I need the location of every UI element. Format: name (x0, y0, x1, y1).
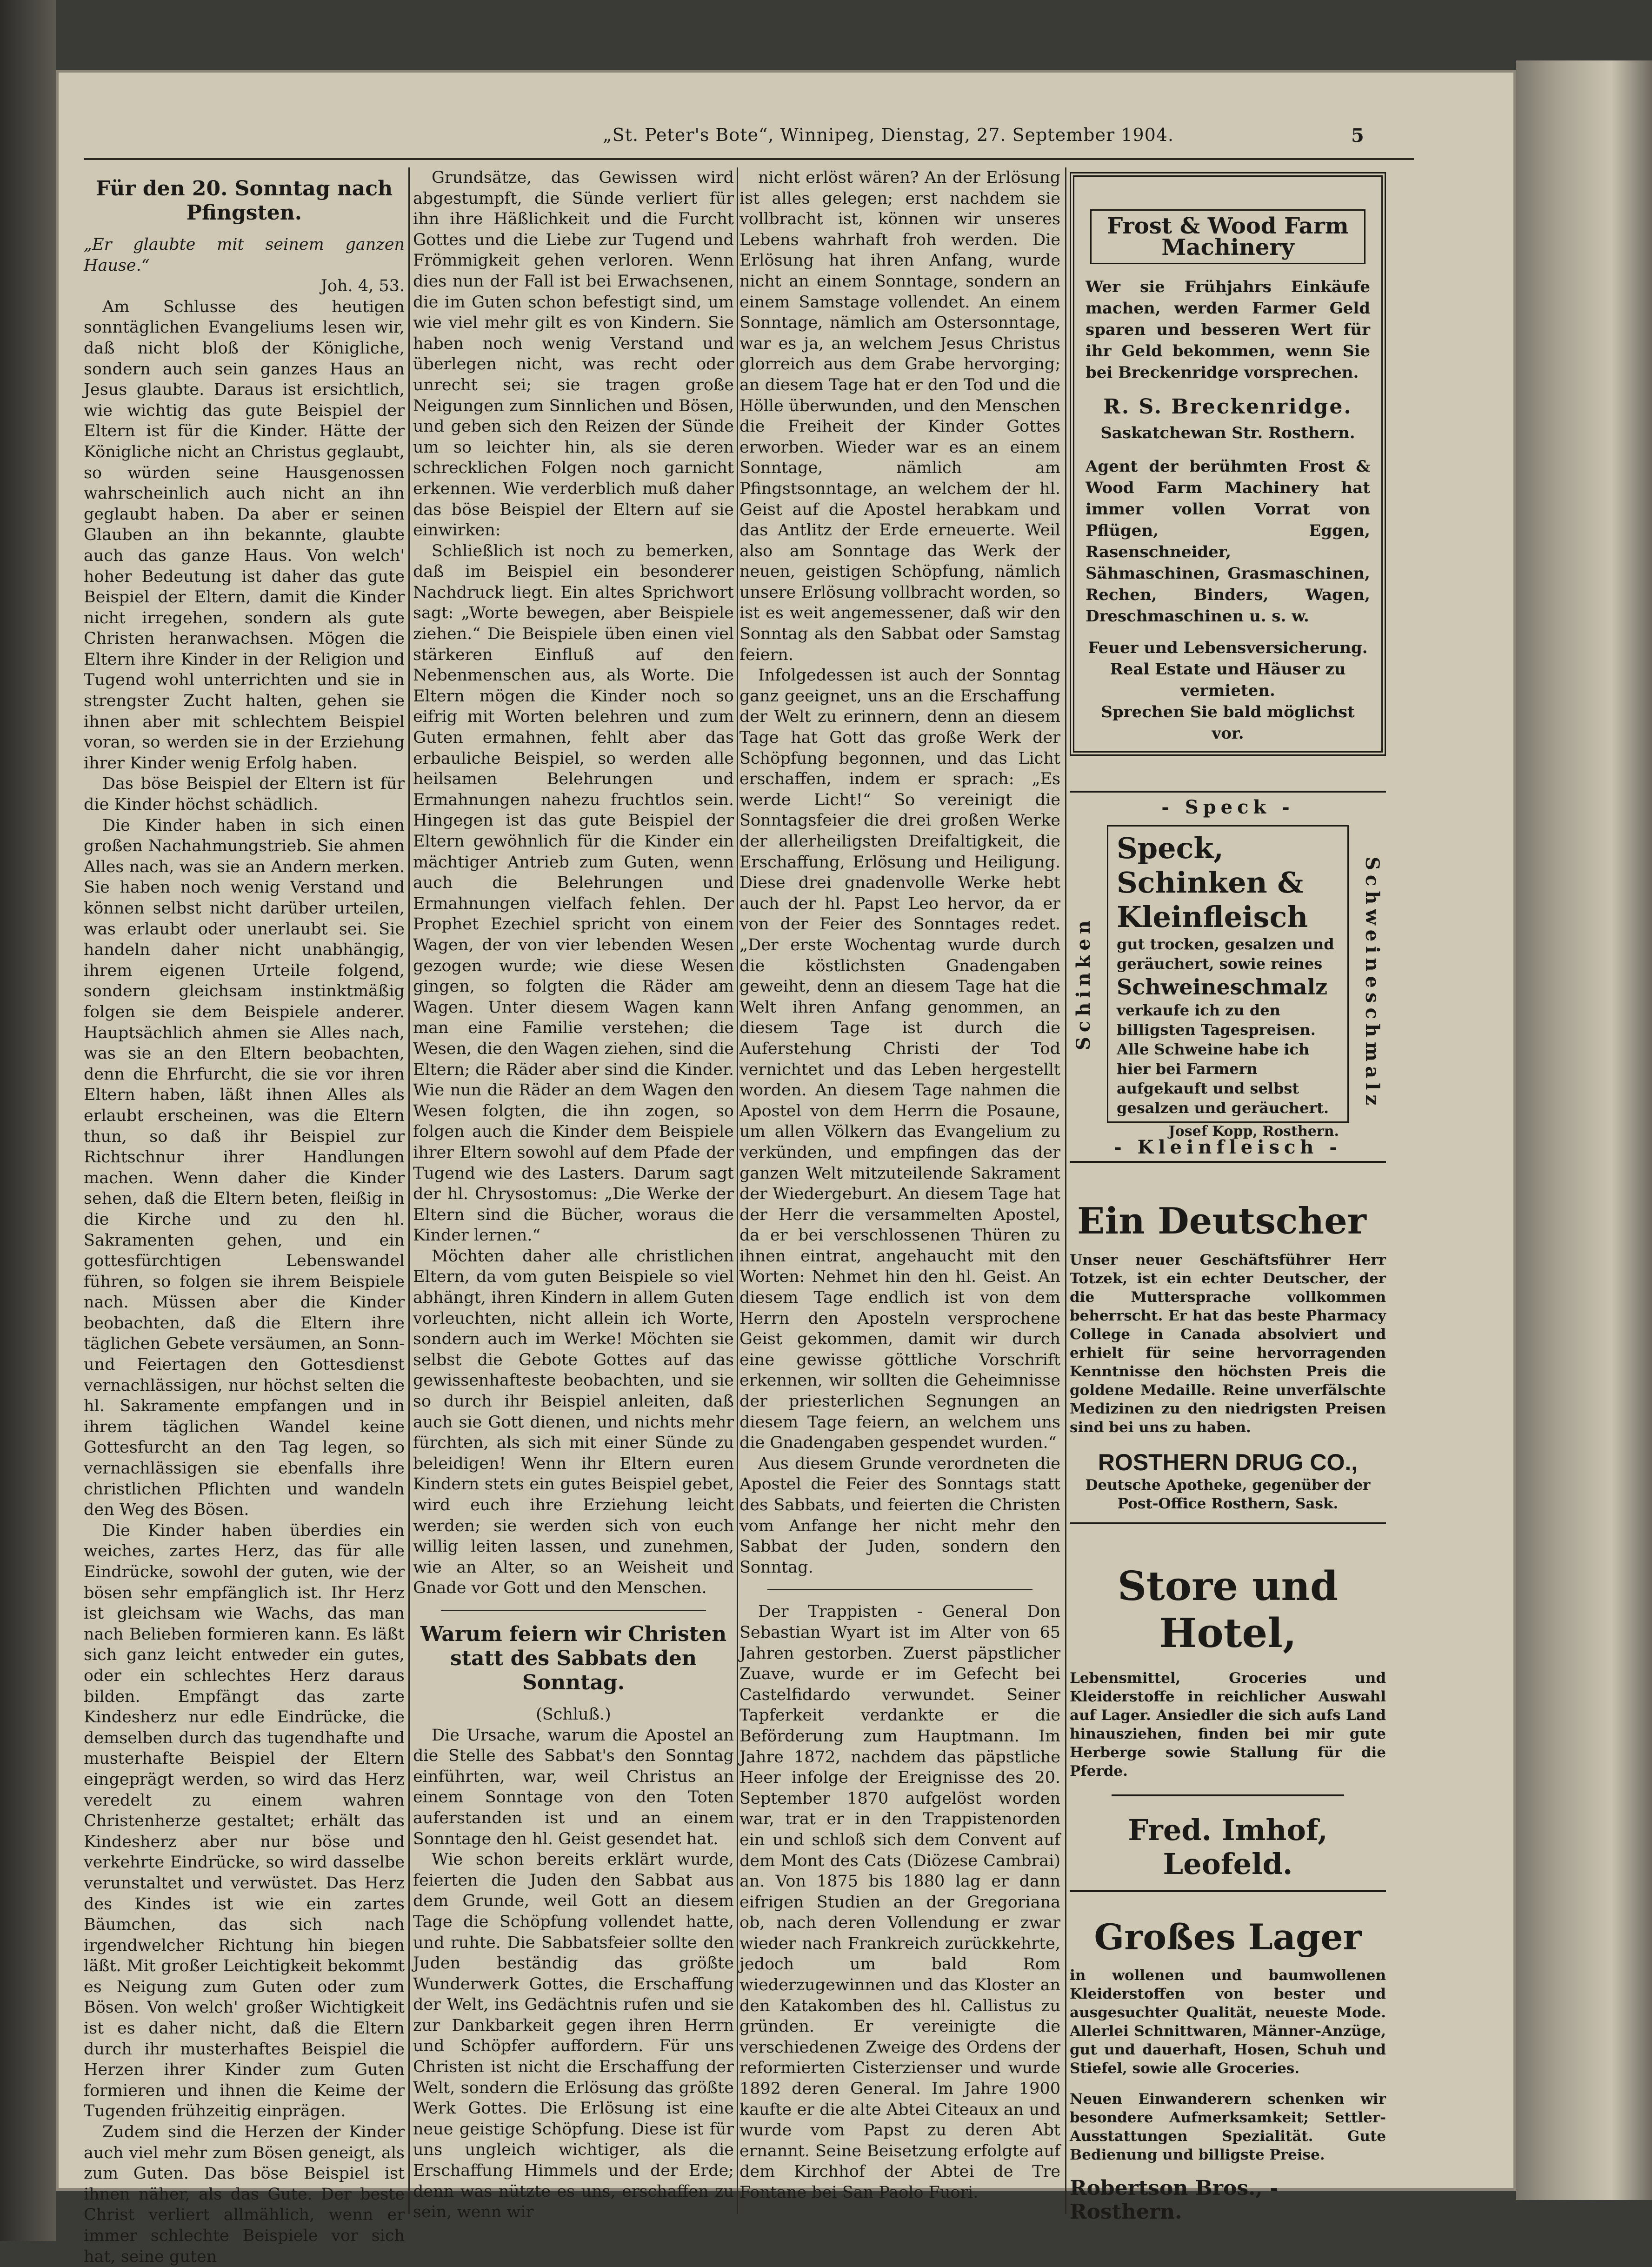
paragraph: Möchten daher alle christlichen Eltern, da vom guten Beispiele so viel abhängt, ihren Kindern in allem Guten vorleuchten, nicht allein ich Worte, sondern auch im Werke! Möchten sie selbst die Gebote Gottes auf das gewissenhafteste beobachten, und sie so durch ihr Beispiel anleiten, daß auch sie Gott dienen, und nichts mehr fürchten, als sich mit einer Sünde zu beleidigen! Wenn ihr Eltern euren Kindern stets ein gutes Beispiel gebet, wird euch ihre Erziehung leicht werden; sie werden sich von euch willig leiten lassen, und zunehmen, wie an Alter, so an Weisheit und Gnade vor Gott und den Menschen. (413, 1247, 734, 1598)
ad-text: verkaufe ich zu den billigsten Tagespreisen. Alle Schweine habe ich hier bei Farmern aufgekauft und selbst gesalzen und geräuchert. (1117, 1001, 1329, 1117)
running-header: „St. Peter's Bote“, Winnipeg, Dienstag, 27. September 1904. (602, 125, 1174, 145)
ad-text: Neuen Einwanderern schenken wir besondere Aufmerksamkeit; Settler-Ausstattungen Spezialität. Gute Bedienung und billigste Preise. (1070, 2091, 1386, 2163)
ad-text: Unser neuer Geschäftsführer Herr Totzek, ist ein echter Deutscher, der die Muttersprache vollkommen beherrscht. Er hat das beste Pharmacy College in Canada absolviert und erhielt für seine hervorragenden Kenntnisse den höchsten Preis die goldene Medaille. Reine unverfälschte Medizinen zu den niedrigsten Preisen sind bei uns zu haben. (1070, 1252, 1386, 1436)
ad-title: Store und Hotel, (1117, 1563, 1339, 1657)
column-1 (84, 167, 405, 2266)
ad-text: Real Estate und Häuser zu vermieten. (1110, 660, 1346, 700)
column-2 (413, 167, 734, 2223)
ad-text: Agent der berühmten Frost & Wood Farm Machinery hat immer vollen Vorrat von Pflügen, Eggen, Rasenschneider, Sähmaschinen, Grasmaschinen, Rechen, Binders, Wagen, Dreschmaschinen u. s. w. (1086, 457, 1370, 626)
ad-title: Frost & Wood Farm Machinery (1090, 209, 1366, 264)
paragraph: Am Schlusse des heutigen sonntäglichen Evangeliums lesen wir, daß nicht bloß der Königliche, sondern auch sein ganzes Haus an Jesus glaubte. Daraus ist ersichtlich, wie wichtig das gute Beispiel der Eltern ist für die Kinder. Hätte der Königliche nicht an Christus geglaubt, so würden seine Hausgenossen wahrscheinlich auch nicht an ihn geglaubt haben. Da aber er seinen Glauben an ihn bekannte, glaubte auch das ganze Haus. Von welch' hoher Bedeutung ist daher das gute Beispiel der Eltern, damit die Kinder nicht irregehen, sondern als gute Christen heranwachsen. Mögen die Eltern ihre Kinder in der Religion und Tugend wohl unterrichten und sie in strengster Zucht halten, gehen sie ihnen aber mit schlechtem Beispiel voran, so werden sie in der Erziehung ihrer Kinder wenig Erfolg haben. (84, 297, 405, 773)
paragraph: Zudem sind die Herzen der Kinder auch viel mehr zum Bösen geneigt, als zum Guten. Das böse Beispiel ist ihnen näher, als das Gute. Der beste Christ verliert allmählich, wenn er immer schlechte Beispiele vor sich hat, seine guten (84, 2123, 405, 2266)
scan-left-edge (0, 0, 56, 2241)
paragraph: Grundsätze, das Gewissen wird abgestumpft, die Sünde verliert für ihn ihre Häßlichkeit und die Furcht Gottes und die Liebe zur Tugend und Frömmigkeit gehen verloren. Wenn dies nun der Fall ist bei Erwachsenen, die im Guten schon befestigt sind, um wie viel mehr gilt es von Kindern. Sie haben noch wenig Verstand und überlegen nicht, was recht oder unrecht sei; sie tragen große Neigungen zum Sinnlichen und Bösen, und geben sich den Reizen der Sünde um so leichter hin, als sie deren schrecklichen Folgen noch garnicht erkennen. Wie verderblich muß daher das böse Beispiel der Eltern auf sie einwirken: (413, 168, 734, 540)
ad-text: in wollenen und baumwollenen Kleiderstoffen von bester und ausgesuchter Qualität, neueste Mode. Allerlei Schnittwaren, Männer-Anzüge, gut und dauerhaft, Hosen, Schuh und Stiefel, sowie alle Groceries. (1070, 1967, 1386, 2077)
bible-quote: „Er glaubte mit seinem ganzen Hause.“ (84, 235, 405, 275)
ad-drug-co (1070, 1200, 1386, 1581)
ad-side-text: Schinken (1072, 916, 1094, 1051)
article-separator (767, 1589, 1032, 1590)
ad-store-hotel (1070, 1563, 1386, 1881)
ad-text: Lebensmittel, Groceries und Kleiderstoffe in reichlicher Auswahl auf Lager. Ansiedler die sich aufs Land hinausziehen, finden bei mir gute Herberge sowie Stallung für die Pferde. (1070, 1670, 1386, 1780)
ad-separator (1070, 1890, 1386, 1892)
ad-separator (1070, 1522, 1386, 1524)
column-3 (739, 167, 1060, 2223)
ad-title: Schweineschmalz (1117, 974, 1328, 1000)
ad-text: gut trocken, gesalzen und geräuchert, sowie reines (1117, 935, 1334, 973)
ad-text: Wer sie Frühjahrs Einkäufe machen, werden Farmer Geld sparen und besseren Wert für ihr Geld bekommen, wenn Sie bei Breckenridge vorsprechen. (1086, 278, 1370, 382)
paragraph: Der Trappisten - General Don Sebastian Wyart ist im Alter von 65 Jahren gestorben. Zuerst päpstlicher Zuave, wurde er im Gefecht bei Castelfidardo verwundet. Seiner Tapferkeit verdankte er die Beförderung zum Hauptmann. Im Jahre 1872, nachdem das päpstliche Heer infolge der Ereignisse des 20. September 1870 aufgelöst worden war, trat er in den Trappistenorden ein und schloß sich dem Convent auf dem Mont des Cats (Diözese Cambrai) an. Von 1875 bis 1880 lag er dann eifrigen Studien an der Gregoriana ob, nach deren Vollendung er zwar wieder nach Frankreich zurückkehrte, jedoch um bald Rom wiederzugewinnen und das Kloster an den Katakomben des hl. Callistus zu gründen. Er vereinigte die verschiedenen Zweige des Ordens der reformierten Cisterzienser und wurde 1892 deren General. Im Jahre 1900 kaufte er die alte Abtei Citeaux an und wurde vom Papst zu deren Abt ernannt. Seine Beisetzung erfolgte auf dem Kirchhof der Abtei de Tre Fontane bei San Paolo Fuori. (739, 1602, 1060, 2202)
article-headline: Für den 20. Sonntag nach Pfingsten. (95, 177, 393, 225)
ad-advertiser: Fred. Imhof, Leofeld. (1128, 1813, 1328, 1881)
paragraph: Schließlich ist noch zu bemerken, daß im Beispiel ein besonderer Nachdruck liegt. Ein altes Sprichwort sagt: „Worte bewegen, aber Beispiele ziehen.“ Die Beispiele üben einen viel stärkeren Einfluß auf den Nebenmenschen aus, als Worte. Die Eltern mögen die Kinder noch so eifrig mit Worten belehren und zum Guten ermahnen, fehlt aber das erbauliche Beispiel, so werden alle heilsamen Belehrungen und Ermahnungen nahezu fruchtlos sein. Hingegen ist das gute Beispiel der Eltern gewöhnlich für die Kinder ein mächtiger Antrieb zum Guten, wenn auch die Belehrungen und Ermahnungen vielfach fehlen. Der Prophet Ezechiel spricht von einem Wagen, der von vier lebenden Wesen gezogen wurde; wie diese Wesen gingen, so folgten die Räder am Wagen. Unter diesem Wagen kann man eine Familie verstehen; die Wesen, die den Wagen ziehen, sind die Eltern; die Räder aber sind die Kinder. Wie nun die Räder an dem Wagen den Wesen folgten, die ihn zogen, so folgen auch die Kinder dem Beispiele ihrer Eltern sowohl auf dem Pfade der Tugend wie des Lasters. Darum sagt der hl. Chrysostomus: „Die Werke der Eltern sind die Bücher, woraus die Kinder lernen.“ (413, 541, 734, 1245)
paragraph: Wie schon bereits erklärt wurde, feierten die Juden den Sabbat aus dem Grunde, weil Gott an diesem Tage die Schöpfung vollendet hatte, und ruhte. Die Sabbatsfeier sollte den Juden beständig das größte Wunderwerk Gottes, die Erschaffung der Welt, ins Gedächtnis rufen und sie zur Dankbarkeit gegen ihren Herrn und Schöpfer auffordern. Für uns Christen ist nicht die Erschaffung der Welt, sondern die Erlösung das größte Werk Gottes. Die Erlösung ist eine neue geistige Schöpfung. Diese ist für uns ungleich wichtiger, als die Erschaffung Himmels und der Erde; denn was nützte es uns, erschaffen zu sein, wenn wir (413, 1850, 734, 2222)
ad-title: Großes Lager (1094, 1916, 1362, 1958)
ad-text: Sprechen Sie bald möglichst vor. (1101, 703, 1355, 743)
paragraph: Aus diesem Grunde verordneten die Apostel die Feier des Sonntags statt des Sabbats, und feierten die Christen vom Anfange her nicht mehr den Sabbat der Juden, sondern den Sonntag. (739, 1454, 1060, 1577)
ad-title: Speck, Schinken & Kleinfleisch (1117, 831, 1308, 934)
ad-frost-wood (1070, 172, 1386, 756)
paragraph: Die Ursache, warum die Apostel an die Stelle des Sabbat's den Sonntag einführten, war, weil Christus an einem Sonntage von den Toten auferstanden ist und an einem Sonntage den hl. Geist gesendet hat. (413, 1726, 734, 1848)
ad-address: Saskatchewan Str. Rosthern. (1100, 424, 1355, 442)
ad-advertiser: R. S. Breckenridge. (1103, 395, 1352, 419)
column-divider (408, 167, 410, 2214)
paragraph: Die Kinder haben überdies ein weiches, zartes Herz, das für alle Eindrücke, sowohl der guten, wie der bösen sehr empfänglich ist. Ihr Herz ist gleichsam wie Wachs, das man nach Belieben formieren kann. Es läßt sich ganz leicht entweder ein gutes, oder ein schlechtes Herz daraus bilden. Empfängt das zarte Kindesherz nur edle Eindrücke, die demselben durch das tugendhafte und musterhafte Beispiel der Eltern eingeprägt werden, so wird das Herz veredelt zu einem wahren Christenherze gestaltet; erhält das Kindesherz aber nur böse und verkehrte Eindrücke, so wird dasselbe verunstaltet und verwüstet. Das Herz des Kindes ist wie ein zartes Bäumchen, das sich nach irgendwelcher Richtung hin biegen läßt. Mit großer Leichtigkeit bekommt es Neigung zum Guten oder zum Bösen. Von welch' großer Wichtigkeit ist es daher nicht, daß die Eltern durch ihr musterhaftes Beispiel die Herzen ihrer Kinder zum Guten formieren und ihnen die Keime der Tugenden frühzeitig einprägen. (84, 1521, 405, 2121)
paragraph: nicht erlöst wären? An der Erlösung ist alles gelegen; erst nachdem sie vollbracht ist, können wir unseres Lebens wahrhaft froh werden. Die Erlösung hat ihren Anfang, wurde nicht an einem Sonntage, sondern an einem Samstage vollendet. An einem Sonntage, nämlich am Ostersonntage, war es ja, an welchem Jesus Christus glorreich aus dem Grabe hervorging; an diesem Tage hat er den Tod und die Hölle überwunden, und den Menschen die Freiheit der Kinder Gottes erworben. Wieder war es an einem Sonntage, nämlich am Pfingstsonntage, an welchem der hl. Geist auf die Apostel herabkam und das Antlitz der Erde erneuerte. Weil also am Sonntage das Werk der neuen, geistigen Schöpfung, nämlich unsere Erlösung vollbracht worden, so ist es weit angemessener, daß wir den Sonntag als den Sabbat oder Samstag feiern. (739, 168, 1060, 664)
ad-inner-box (1107, 825, 1349, 1140)
continuation-note: (Schluß.) (536, 1705, 611, 1724)
ad-header: - Speck - (1161, 796, 1294, 818)
ad-side-text: Schweineschmalz (1361, 856, 1383, 1110)
ad-speck (1070, 791, 1386, 1163)
book-page-edges (1516, 60, 1652, 2200)
ad-title: Ein Deutscher (1077, 1200, 1366, 1242)
article-separator (441, 1610, 706, 1611)
ads-column (1070, 167, 1386, 2223)
paragraph: Die Kinder haben in sich einen großen Nachahmungstrieb. Sie ahmen Alles nach, was sie an Andern merken. Sie haben noch wenig Verstand und können selbst nicht darüber urteilen, was erlaubt oder unerlaubt sei. Sie handeln daher nicht unabhängig, ihrem eigenen Urteile folgend, sondern gleichsam instinktmäßig folgen sie dem Beispiele anderer. Hauptsächlich ahmen sie Alles nach, was sie an den Eltern beobachten, denn die Ehrfurcht, die sie vor ihren Eltern haben, läßt ihnen Alles als erlaubt erscheinen, was die Eltern thun, so daß ihr Beispiel zur Richtschnur ihrer Handlungen machen. Wenn daher die Kinder sehen, daß die Eltern beten, fleißig in die Kirche und zu den hl. Sakramenten gehen, und ein gottesfürchtigen Lebenswandel führen, so folgen sie ihrem Beispiele nach. Müssen aber die Kinder beobachten, daß die Eltern ihre täglichen Gebete versäumen, an Sonn- und Feiertagen den Gottesdienst vernachlässigen, nur höchst selten die hl. Sakramente empfangen und in ihrem täglichen Wandel keine Gottesfurcht an den Tag legen, so vernachlässigen sie ebenfalls ihre christlichen Pflichten und wandeln den Weg des Bösen. (84, 816, 405, 1520)
ad-footer: - Kleinfleisch - (1114, 1136, 1342, 1158)
ad-separator (1112, 1794, 1344, 1796)
header-rule (84, 158, 1414, 160)
column-divider (1065, 167, 1066, 2214)
paragraph: Infolgedessen ist auch der Sonntag ganz geeignet, uns an die Erschaffung der Welt zu erinnern, denn an diesem Tage hat Gott das große Werk der Schöpfung begonnen, und das Licht erschaffen, indem er sprach: „Es werde Licht!“ So vereinigt die Sonntagsfeier die drei großen Werke der allerheiligsten Dreifaltigkeit, die Erschaffung, Erlösung und Heiligung. Diese drei gnadenvolle Werke hebt auch der hl. Papst Leo hervor, da er von der Feier des Sonntages redet. „Der erste Wochentag wurde durch die köstlichsten Gnadengaben geweiht, denn an diesem Tage hat die Welt ihren Anfang genommen, an diesem Tage ist durch die Auferstehung Christi der Tod vernichtet und das Leben hergestellt worden. An diesem Tage nahmen die Apostel von dem Herrn die Posaune, um allen Völkern das Evangelium zu verkünden, und empfingen das der ganzen Welt mitzuteilende Sakrament der Wiedergeburt. An diesem Tage hat der Herr die versammelten Apostel, da er bei verschlossenen Thüren zu ihnen eintrat, angehaucht mit den Worten: Nehmet hin den hl. Geist. An diesem Tage endlich ist von dem Herrn den Aposteln versprochene Geist gekommen, damit wir durch eine gewisse göttliche Vorschrift erkennen, wir sollten die Geheimnisse der priesterlichen Segnungen an diesem Tage feiern, an welchem uns die Gnadengaben gespendet wurden.“ (739, 666, 1060, 1453)
paragraph: Das böse Beispiel der Eltern ist für die Kinder höchst schädlich. (84, 774, 405, 814)
ad-address: Deutsche Apotheke, gegenüber der Post-Office Rosthern, Sask. (1085, 1477, 1371, 1512)
ad-text: Feuer und Lebensversicherung. (1088, 639, 1368, 657)
page-number: 5 (1351, 125, 1364, 147)
article-headline: Warum feiern wir Christen statt des Sabbats den Sonntag. (420, 1622, 727, 1694)
ad-advertiser: Josef Kopp, Rosthern. (1168, 1123, 1339, 1140)
ad-grosses-lager (1070, 1916, 1386, 2242)
column-divider (737, 167, 738, 2214)
bible-reference: Joh. 4, 53. (320, 277, 405, 296)
ad-advertiser: ROSTHERN DRUG CO., (1098, 1449, 1358, 1475)
ad-advertiser: Robertson Bros., - Rosthern. (1070, 2176, 1279, 2224)
